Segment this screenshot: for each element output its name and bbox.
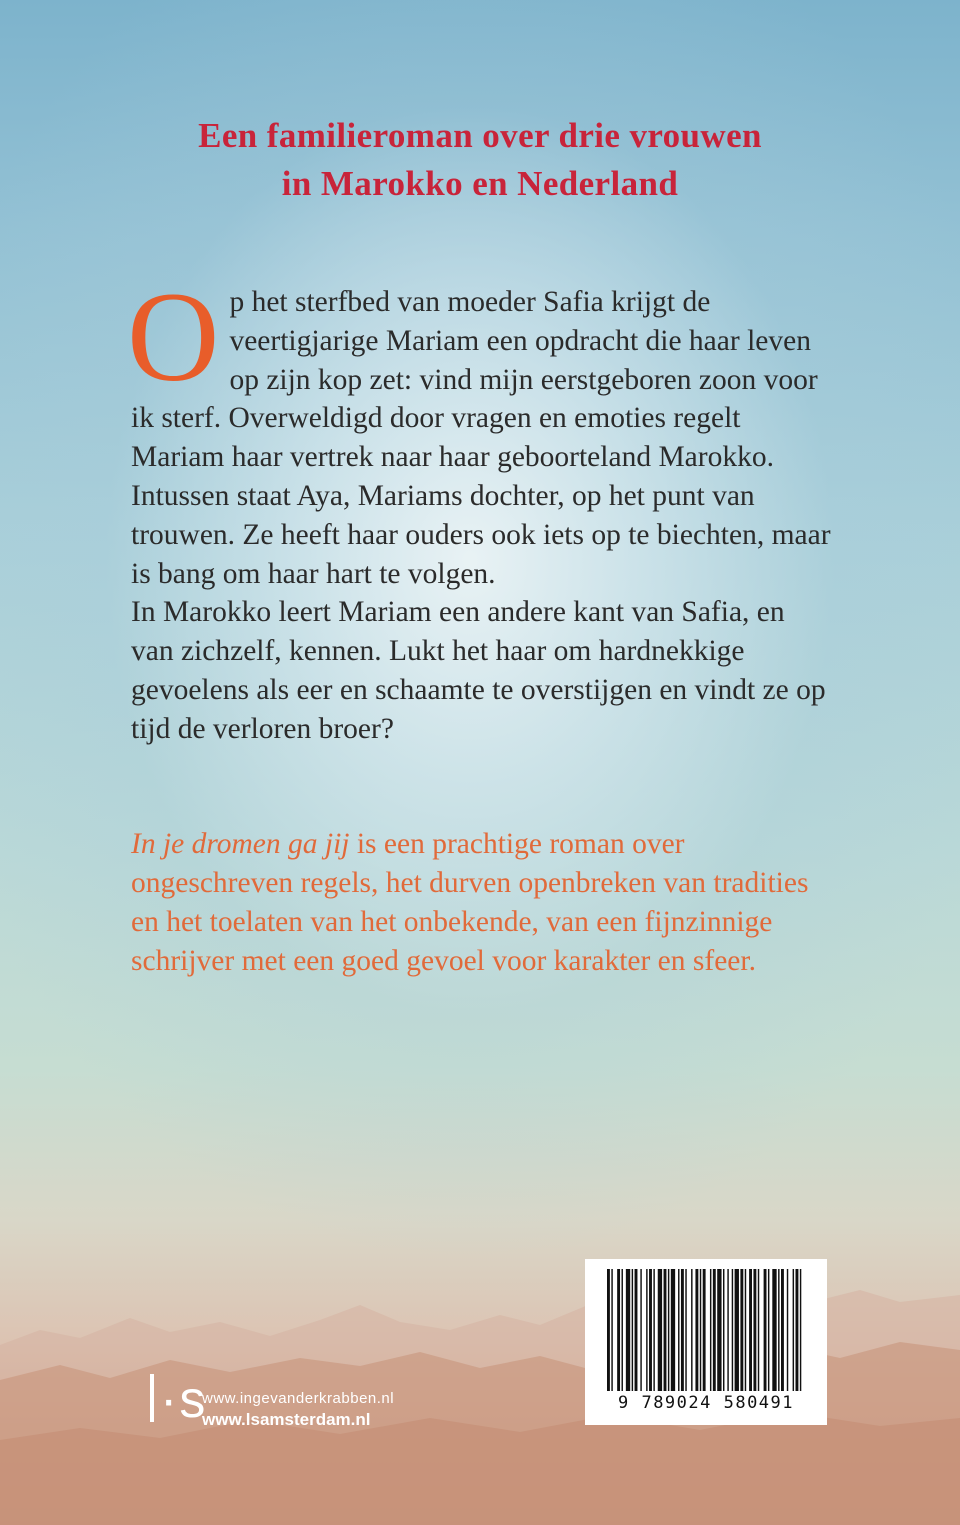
barcode-bar <box>700 1269 701 1391</box>
author-website-link[interactable]: www.ingevanderkrabben.nl <box>202 1390 395 1407</box>
barcode-bar <box>703 1269 706 1391</box>
blurb-text: is een prachtige roman over ongeschreven regels, het durven openbreken van tradities en het toelaten van het onbekende, van een fijnzinnige schrijver met een goed gevoel voor karakter en sfeer. <box>131 828 809 977</box>
synopsis-paragraph-2: Intussen staat Aya, Mariams dochter, op het punt van trouwen. Ze heeft haar ouders ook iets op te biechten, maar is bang om haar hart te volgen. <box>131 479 831 590</box>
logo-bar <box>150 1374 154 1422</box>
publisher-logo <box>150 1371 208 1429</box>
barcode-bar <box>753 1269 756 1391</box>
barcode-bar <box>717 1269 721 1391</box>
barcode-bar <box>745 1269 746 1391</box>
barcode-bar <box>735 1269 739 1391</box>
barcode-bar <box>664 1269 667 1391</box>
barcode-bar <box>681 1269 684 1391</box>
barcode-bar <box>710 1269 711 1391</box>
synopsis-paragraph-1-text: p het sterfbed van moeder Safia krijgt de veertigjarige Mariam een opdracht die haar leven op zijn kop zet: vind mijn eerstgeboren zoon voor ik sterf. Overweldigd door vragen en emoties regelt Mariam haar vertrek naar haar geboorteland Marokko. <box>131 286 818 474</box>
barcode-bar <box>649 1269 652 1391</box>
isbn-number: 9 789024 580491 <box>617 1393 795 1413</box>
barcode-bar <box>653 1269 654 1391</box>
synopsis <box>127 266 831 749</box>
barcode-bar <box>632 1269 633 1391</box>
barcode-bar <box>749 1269 752 1391</box>
barcode-bar <box>732 1269 733 1391</box>
synopsis-paragraph-3: In Marokko leert Mariam een andere kant van Safia, en van zichzelf, kennen. Lukt het haar om hardnekkige gevoelens als eer en schaamte te overstijgen en vindt ze op tijd de verloren broer? <box>131 596 826 745</box>
isbn-barcode <box>605 1269 805 1397</box>
barcode-bar <box>622 1269 623 1391</box>
barcode-bar <box>646 1269 647 1391</box>
barcode-bar <box>671 1269 675 1391</box>
logo-text: ·s <box>160 1371 208 1429</box>
drop-cap: O <box>127 266 220 408</box>
barcode-bar <box>727 1269 728 1391</box>
barcode-bar <box>768 1269 769 1391</box>
barcode-bar <box>796 1269 799 1391</box>
barcode-bar <box>781 1269 784 1391</box>
barcode-bar <box>772 1269 776 1391</box>
barcode-bar <box>617 1269 620 1391</box>
barcode-bar <box>668 1269 669 1391</box>
barcode-bar <box>740 1269 743 1391</box>
barcode-bar <box>635 1269 638 1391</box>
headline-line-2: in Marokko en Nederland <box>281 164 679 203</box>
barcode-bar <box>713 1269 716 1391</box>
headline <box>0 112 960 208</box>
blurb <box>131 825 831 981</box>
barcode-bar <box>764 1269 767 1391</box>
barcode-bar <box>787 1269 788 1391</box>
headline-line-1: Een familieroman over drie vrouwen <box>198 116 762 155</box>
barcode-bar <box>678 1269 679 1391</box>
barcode-bar <box>626 1269 630 1391</box>
barcode-bar <box>640 1269 641 1391</box>
blurb-book-title: In je dromen ga jij <box>131 828 350 860</box>
barcode-bar <box>607 1269 610 1391</box>
barcode-bar <box>611 1269 612 1391</box>
barcode-bar <box>695 1269 698 1391</box>
synopsis-paragraph-1 <box>127 266 831 477</box>
barcode-bar <box>658 1269 662 1391</box>
barcode-bar <box>691 1269 692 1391</box>
barcode-bar <box>758 1269 759 1391</box>
barcode-bar <box>793 1269 794 1391</box>
publisher-website-link[interactable]: www.lsamsterdam.nl <box>202 1410 371 1429</box>
publisher-urls <box>202 1389 394 1431</box>
barcode-bar <box>723 1269 724 1391</box>
barcode-bar <box>800 1269 801 1391</box>
barcode-box <box>585 1259 827 1425</box>
barcode-bar <box>685 1269 686 1391</box>
barcode-bar <box>778 1269 779 1391</box>
